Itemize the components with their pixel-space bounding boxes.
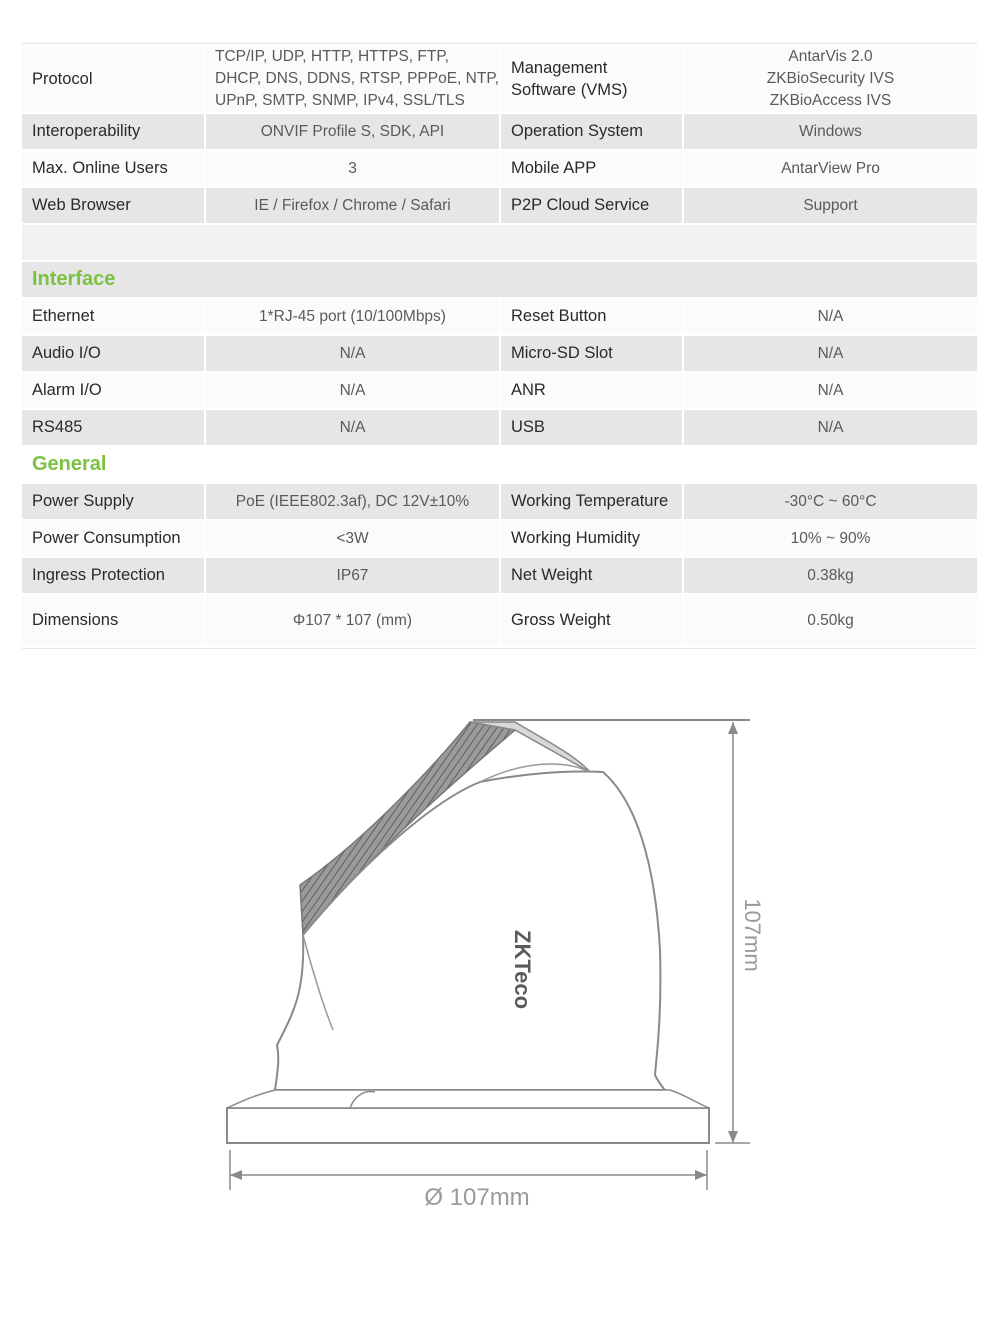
spec-value: 0.38kg [683, 557, 977, 594]
table-row [22, 483, 977, 520]
dome-body [275, 772, 665, 1090]
spec-value: 0.50kg [683, 594, 977, 646]
spec-value [683, 45, 977, 113]
spec-label: Working Humidity [500, 520, 683, 557]
spec-value: Windows [683, 113, 977, 150]
table-row [22, 520, 977, 557]
table-row [22, 335, 977, 372]
spec-label: RS485 [22, 409, 205, 446]
table-row [22, 45, 977, 113]
table-row [22, 298, 977, 335]
spec-label: Audio I/O [22, 335, 205, 372]
spec-value: Support [683, 187, 977, 224]
spec-label: Power Supply [22, 483, 205, 520]
spec-value: 10% ~ 90% [683, 520, 977, 557]
spec-label: Mobile APP [500, 150, 683, 187]
base-ring [227, 1090, 709, 1108]
spec-label: USB [500, 409, 683, 446]
spec-label: Ingress Protection [22, 557, 205, 594]
section-title: General [22, 446, 977, 483]
table-row [22, 187, 977, 224]
specification-table [22, 44, 977, 646]
spec-label: Micro-SD Slot [500, 335, 683, 372]
spec-value: N/A [205, 335, 500, 372]
width-label: Ø 107mm [424, 1184, 530, 1211]
spec-label: Net Weight [500, 557, 683, 594]
spec-label: Management Software (VMS) [500, 45, 683, 113]
section-header-interface [22, 261, 977, 298]
spec-value: <3W [205, 520, 500, 557]
vms-list: AntarVis 2.0 ZKBioSecurity IVS ZKBioAccess IVS [766, 48, 895, 109]
height-arrow-top [728, 722, 738, 734]
table-row [22, 113, 977, 150]
height-arrow-bottom [728, 1131, 738, 1143]
spec-label: Power Consumption [22, 520, 205, 557]
spec-label: Working Temperature [500, 483, 683, 520]
spec-value: N/A [683, 372, 977, 409]
table-row [22, 594, 977, 646]
section-header-general [22, 446, 977, 483]
spec-value: IP67 [205, 557, 500, 594]
spec-label: Interoperability [22, 113, 205, 150]
spec-label: P2P Cloud Service [500, 187, 683, 224]
spec-value: TCP/IP, UDP, HTTP, HTTPS, FTP, DHCP, DNS, DDNS, RTSP, PPPoE, NTP, UPnP, SMTP, SNMP, IPv4, SSL/TLS [205, 45, 500, 113]
section-title: Interface [22, 261, 977, 298]
spec-value: 3 [205, 150, 500, 187]
spec-value: N/A [683, 298, 977, 335]
spec-value: N/A [683, 409, 977, 446]
spec-label: Web Browser [22, 187, 205, 224]
camera-outline-svg [215, 690, 785, 1235]
spec-label: Reset Button [500, 298, 683, 335]
spec-value: AntarView Pro [683, 150, 977, 187]
spec-value: N/A [205, 409, 500, 446]
spacer-row [22, 224, 977, 261]
spec-value: N/A [683, 335, 977, 372]
spec-label: ANR [500, 372, 683, 409]
spec-label: Ethernet [22, 298, 205, 335]
height-label: 107mm [740, 898, 765, 972]
spec-label: Gross Weight [500, 594, 683, 646]
width-arrow-right [695, 1170, 707, 1180]
table-row [22, 557, 977, 594]
base-plate [227, 1108, 709, 1143]
spec-value: -30°C ~ 60°C [683, 483, 977, 520]
spec-label: Alarm I/O [22, 372, 205, 409]
spec-label: Max. Online Users [22, 150, 205, 187]
spec-value: 1*RJ-45 port (10/100Mbps) [205, 298, 500, 335]
spec-label: Dimensions [22, 594, 205, 646]
spec-label: Protocol [22, 45, 205, 113]
table-row [22, 372, 977, 409]
spec-value: ONVIF Profile S, SDK, API [205, 113, 500, 150]
spec-value: N/A [205, 372, 500, 409]
spec-value: IE / Firefox / Chrome / Safari [205, 187, 500, 224]
table-bottom-rule [22, 648, 977, 649]
width-arrow-left [230, 1170, 242, 1180]
brand-logo: ZKTeco [510, 930, 535, 1010]
table-row [22, 409, 977, 446]
spec-value: PoE (IEEE802.3af), DC 12V±10% [205, 483, 500, 520]
spec-label: Operation System [500, 113, 683, 150]
table-row [22, 150, 977, 187]
camera-dimension-drawing [215, 690, 785, 1240]
spec-value: Φ107 * 107 (mm) [205, 594, 500, 646]
